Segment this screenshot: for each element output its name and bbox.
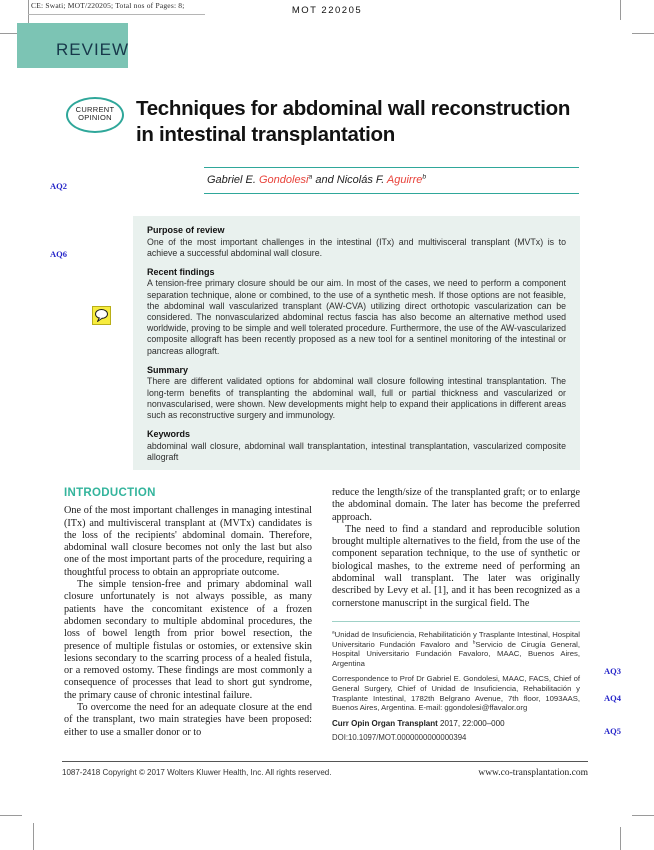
paragraph: To overcome the need for an adequate closure at the end of the transplant, two main strategies have been proposed: either to use a smaller donor or to: [64, 702, 312, 738]
page-footer: [62, 768, 588, 778]
authors-connector: and Nicolás F.: [312, 174, 387, 186]
affiliation-mark-b: b: [472, 640, 476, 645]
citation-volume-pages: 2017, 22:000–000: [437, 718, 505, 728]
paragraph: The need to find a standard and reproducible solution brought multiple alternatives to the field, from the use of the component separation technique, to the use of synthetic or biological mashes, to the extreme need of performing an abdominal wall transplant. The later was originally described by Levy et al. [1], and it has been recognized as a cornerstone manuscript in the surgical field. The: [332, 523, 580, 609]
annotation-query-aq5: AQ5: [604, 726, 621, 736]
article-title-line-1: Techniques for abdominal wall reconstruction: [136, 97, 571, 120]
author-1-surname: Gondolesi: [258, 174, 309, 186]
logo-line-2: OPINION: [78, 113, 112, 122]
crop-mark-bottom-left-h: [0, 815, 22, 816]
body-column-left: [64, 487, 312, 739]
affiliation-entry: [332, 630, 580, 668]
journal-citation: [332, 719, 580, 729]
abstract-body: A tension-free primary closure should be our aim. In most of the cases, we need to perform a component separation technique, alone or combined, to the use of a synthetic mesh. If those options are not feasible, the abdominal wall vascularized transplant (AW-CVA) utilizing direct orthotopic vascularization can be considered. The nonvascularized abdominal rectus fascia has also become an alternative method used worldwide, proving to be simple and well tolerated procedure. Furthermore, the use of the AW-vascularized composite allograft has been recently proposed as a new tool for a sentinel monitoring of the intestinal or pancreas allograft.: [147, 278, 566, 356]
paragraph: One of the most important challenges in managing intestinal (ITx) and multivisceral transplant at (MVTx) candidates is the loss of the recipients' abdominal domain. Therefore, abdominal wall closure becomes not only the last but also one of the most important parts of the procedure, requiring a thoughtful process to obtain an appropriate outcome.: [64, 505, 312, 578]
author-2-affiliation-mark: b: [422, 173, 427, 181]
affiliation-text-b: Servicio de Cirugía General, Hospital Universitario Fundación Favaloro, MAAC, Buenos Aires, Argentina: [332, 639, 580, 668]
journal-name: Curr Opin Organ Transplant: [332, 718, 438, 728]
review-banner-label: REVIEW: [56, 40, 130, 59]
annotation-query-aq4: AQ4: [604, 693, 621, 703]
abstract-section-summary: [147, 365, 566, 421]
affiliations-divider: [332, 621, 580, 622]
crop-mark-top-right-h: [632, 33, 654, 34]
paragraph: reduce the length/size of the transplanted graft; or to enlarge the abdominal domain. The later has become the preferred approach.: [332, 487, 580, 523]
review-banner: [17, 23, 128, 68]
annotation-query-aq2: AQ2: [50, 181, 67, 191]
proof-header: CE: Swati; MOT/220205; Total nos of Pages: 8;: [31, 1, 185, 10]
abstract-section-findings: [147, 267, 566, 357]
comment-balloon-icon[interactable]: [92, 306, 111, 325]
annotation-query-aq6: AQ6: [50, 249, 67, 259]
abstract-body: There are different validated options for abdominal wall closure following intestinal transplantation. The long-term benefits of transplanting the abdominal wall, full or partial thickness and vascularized or nonvascularised, were shown. New developments might help to expand their applications in different areas such as reconstructive surgery and immunology.: [147, 376, 566, 420]
affiliation-text-a: Unidad de Insuficiencia, Rehabilitatición y Trasplante Intestinal, Hospital Universitario Fundación Favaloro and: [332, 629, 580, 649]
affiliation-mark-a: a: [332, 630, 335, 636]
crop-mark-bottom-right-h: [632, 815, 654, 816]
abstract-heading: Summary: [147, 364, 189, 375]
paragraph: The simple tension-free and primary abdominal wall closure unfortunately is not always possible, as many patients have the concomitant existence of a frozen abdomen secondary to multiple abdominal procedures, the loss of bowel length from prior bowel resection, the presence of multiple fistulas or ostomies, or extensive skin lesions secondary to the scarring process of a healed fistula, or a removed ostomy. These findings are most commonly a consequence of processes that lead to short gut syndrome, the primary cause of chronic intestinal failure.: [64, 579, 312, 701]
doi: DOI:10.1097/MOT.0000000000000394: [332, 733, 467, 743]
crop-mark-bottom-left-v: [33, 823, 34, 850]
crop-mark-bottom-right-v: [620, 827, 621, 850]
article-title-line-2: in intestinal transplantation: [136, 123, 395, 146]
author-1-affiliation-mark: a: [308, 173, 313, 181]
body-column-right: [332, 487, 580, 743]
article-title: [136, 96, 586, 148]
footer-divider: [62, 761, 588, 762]
annotation-query-aq3: AQ3: [604, 666, 621, 676]
abstract-heading: Purpose of review: [147, 225, 225, 235]
current-opinion-logo: [66, 97, 124, 133]
abstract-box: [133, 216, 580, 470]
author-byline: [204, 167, 579, 194]
abstract-keywords: abdominal wall closure, abdominal wall transplantation, intestinal transplantation, vascularized composite allograft: [147, 440, 566, 462]
logo-line-1: CURRENT: [75, 105, 115, 114]
abstract-body: One of the most important challenges in the intestinal (ITx) and multivisceral transplant (MVTx) is to achieve a successful abdominal wall closure.: [147, 236, 566, 258]
abstract-section-purpose: [147, 225, 566, 259]
copyright-notice: 1087-2418 Copyright © 2017 Wolters Kluwer Health, Inc. All rights reserved.: [62, 768, 332, 777]
journal-website: www.co-transplantation.com: [478, 768, 588, 778]
author-1-prefix: Gabriel E.: [207, 174, 259, 186]
affiliations: [332, 630, 580, 743]
abstract-heading: Recent findings: [147, 266, 215, 277]
correspondence-note: Correspondence to Prof Dr Gabriel E. Gondolesi, MAAC, FACS, Chief of General Surgery, Chief of Unidad de Insuficiencia, Rehabilitación y Trasplante Intestinal, 1782th Belgrano Avenue, 7th floor, 1093AAS, Buenos Aires, Argentina. E-mail: ggondolesi@ffavalor.org: [332, 674, 580, 713]
author-2-surname: Aguirre: [386, 174, 423, 186]
section-heading-introduction: INTRODUCTION: [64, 487, 156, 499]
abstract-heading: Keywords: [147, 429, 191, 440]
abstract-section-keywords: [147, 429, 566, 463]
manuscript-id: MOT 220205: [291, 5, 363, 16]
